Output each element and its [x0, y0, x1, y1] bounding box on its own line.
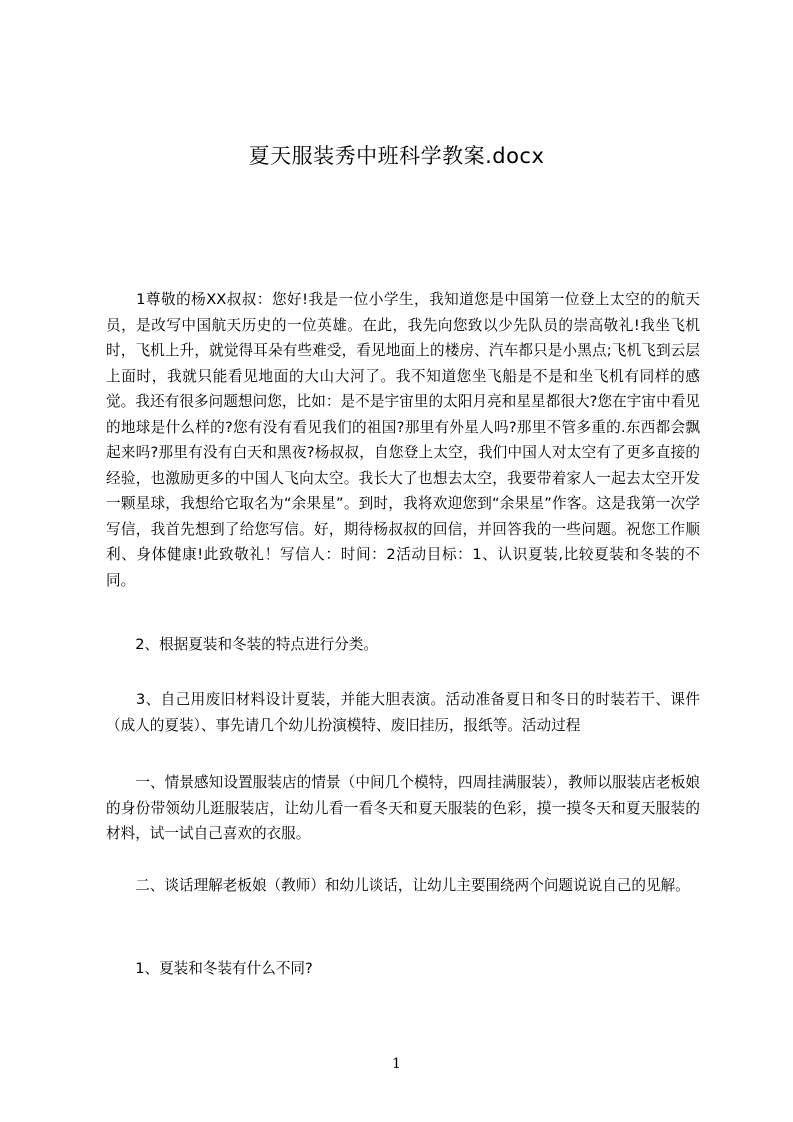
paragraph-step-1: 一、情景感知设置服装店的情景（中间几个模特，四周挂满服装），教师以服装店老板娘的身份带领幼儿逛服装店，让幼儿看一看冬天和夏天服装的色彩，摸一摸冬天和夏天服装的材料，试一试自己喜欢的衣服。 [106, 774, 700, 842]
page-number: 1 [392, 1056, 401, 1072]
document-title: 夏天服装秀中班科学教案.docx [248, 144, 545, 168]
paragraph-goal-2: 2、根据夏装和冬装的特点进行分类。 [106, 636, 378, 653]
paragraph-letter-and-goals: 1尊敬的杨XX叔叔：您好!我是一位小学生，我知道您是中国第一位登上太空的的航天员，是改写中国航天历史的一位英雄。在此，我先向您致以少先队员的崇高敬礼!我坐飞机时，飞机上升，就觉得耳朵有些难受，看见地面上的楼房、汽车都只是小黑点;飞机飞到云层上面时，我就只能看见地面的大山大河了。我不知道您坐飞船是不是和坐飞机有同样的感觉。我还有很多问题想问您，比如：是不是宇宙里的太阳月亮和星星都很大?您在宇宙中看见的地球是什么样的?您有没有看见我们的祖国?那里有外星人吗?那里不管多重的.东西都会飘起来吗?那里有没有白天和黑夜?杨叔叔，自您登上太空，我们中国人对太空有了更多直接的经验，也激励更多的中国人飞向太空。我长大了也想去太空，我要带着家人一起去太空开发一颗星球，我想给它取名为“余果星”。到时，我将欢迎您到“余果星”作客。这是我第一次学写信，我首先想到了给您写信。好，期待杨叔叔的回信，并回答我的一些问题。祝您工作顺利、身体健康!此致敬礼！写信人：时间：2活动目标：1、认识夏装,比较夏装和冬装的不同。 [106, 291, 700, 589]
paragraph-goal-3-and-preparation: 3、自己用废旧材料设计夏装，并能大胆表演。活动准备夏日和冬日的时装若干、课件（成人的夏装）、事先请几个幼儿扮演模特、废旧挂历，报纸等。活动过程 [106, 691, 700, 734]
paragraph-step-2: 二、谈话理解老板娘（教师）和幼儿谈话，让幼儿主要围绕两个问题说说自己的见解。 [106, 877, 690, 894]
paragraph-question-1: 1、夏装和冬装有什么不同? [106, 960, 313, 977]
